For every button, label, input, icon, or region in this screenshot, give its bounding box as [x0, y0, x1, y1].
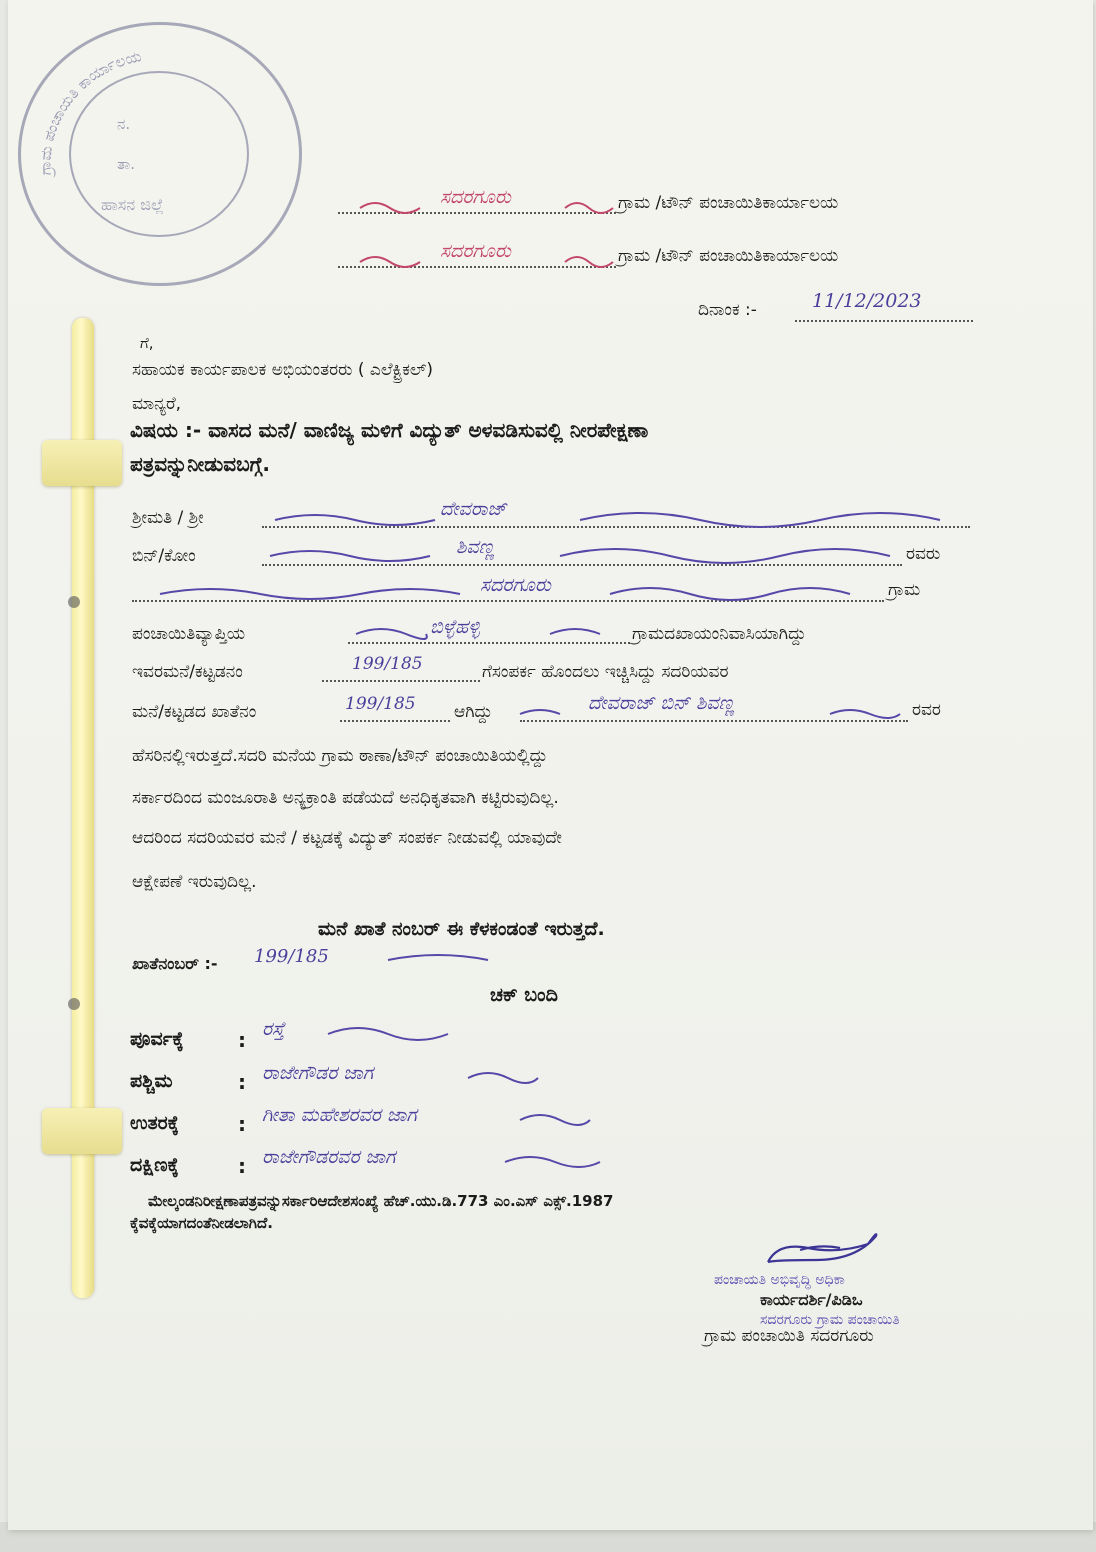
boundary-north-colon: :	[238, 1112, 246, 1136]
house-label: ಇವರಮನೆ/ಕಟ್ಟಡನಂ	[132, 662, 243, 682]
boundary-south-label: ದಕ್ಷಿಣಕ್ಕೆ	[130, 1154, 179, 1176]
khata-heading: ಮನೆ ಖಾತೆ ನಂಬರ್ ಈ ಕೆಳಕಂಡಂತೆ ಇರುತ್ತದೆ.	[318, 918, 605, 940]
subject-line-2: ಪತ್ರವನ್ನುನೀಡುವಬಗ್ಗೆ.	[130, 452, 270, 476]
name-label: ಶ್ರೀಮತಿ / ಶ್ರೀ	[132, 508, 204, 528]
body-line-7: ಹೆಸರಿನಲ್ಲಿಇರುತ್ತದೆ.ಸದರಿ ಮನೆಯ ಗ್ರಾಮ ಠಾಣಾ/ಟೌನ್ ಪಂಚಾಯಿತಿಯಲ್ಲಿದ್ದು	[132, 746, 548, 766]
name-handwritten: ದೇವರಾಜ್	[440, 498, 507, 520]
panchayat-suffix: ಗ್ರಾಮದಖಾಯಂನಿವಾಸಿಯಾಗಿದ್ದು	[632, 624, 807, 644]
seal-line-2: ತಾ.	[117, 155, 136, 173]
boundary-south-value: ರಾಜೇಗೌಡರವರ ಜಾಗ	[262, 1146, 396, 1168]
village-handwritten: ಸದರಗೂರು	[480, 574, 551, 596]
boundary-east-label: ಪೂರ್ವಕ್ಕೆ	[130, 1028, 184, 1050]
body-line-8: ಸರ್ಕಾರದಿಂದ ಮಂಜೂರಾತಿ ಅನ್ಯಕ್ರಾಂತಿ ಪಡೆಯದೆ ಅನಧಿಕೃತವಾಗಿ ಕಟ್ಟಿರುವುದಿಲ್ಲ.	[132, 788, 559, 808]
boundary-east-value: ರಸ್ತೆ	[262, 1018, 285, 1040]
office-1-handwritten: ಸದರಗೂರು	[440, 186, 511, 208]
father-handwritten: ಶಿವಣ್ಣ	[456, 536, 495, 558]
office-2-label: ಗ್ರಾಮ /ಟೌನ್ ಪಂಚಾಯಿತಿಕಾರ್ಯಾಲಯ	[618, 246, 839, 266]
father-suffix: ರವರು	[906, 544, 941, 564]
panchayat-handwritten: ಬಿಳ್ಳೆಹಳ್ಳಿ	[430, 616, 480, 638]
boundary-west-value: ರಾಜೇಗೌಡರ ಜಾಗ	[262, 1062, 374, 1084]
office-2-handwritten: ಸದರಗೂರು	[440, 240, 511, 262]
boundary-north-label: ಉತರಕ್ಕೆ	[130, 1112, 179, 1134]
date-label: ದಿನಾಂಕ :-	[698, 300, 757, 320]
office-1-label: ಗ್ರಾಮ /ಟೌನ್ ಪಂಚಾಯಿತಿಕಾರ್ಯಾಲಯ	[618, 193, 839, 213]
seal-line-1: ನ.	[117, 115, 131, 133]
footer-note-line-1: ಮೇಲ್ಕಂಡನಿರೀಕ್ಷಣಾಪತ್ರವನ್ನುಸರ್ಕಾರಿಆದೇಶಸಂಖ್ಯೆ ಹೆಚ್.ಯು.ಡಿ.773 ಎಂ.ಎಸ್ ಎಕ್ಸ್.1987	[148, 1192, 614, 1210]
addressee-salutation: ಮಾನ್ಯರೆ,	[132, 394, 182, 414]
village-suffix: ಗ್ರಾಮ	[888, 580, 921, 600]
khata-number-value: 199/185	[254, 946, 329, 967]
khata-number-label: ಖಾತೆನಂಬರ್ :-	[132, 954, 218, 973]
body-line-10: ಆಕ್ಷೇಪಣೆ ಇರುವುದಿಲ್ಲ.	[132, 872, 257, 892]
khata-mid: ಆಗಿದ್ದು	[454, 702, 493, 722]
house-number: 199/185	[352, 654, 423, 674]
date-value: 11/12/2023	[812, 290, 922, 312]
panchayat-label: ಪಂಚಾಯಿತಿವ್ಯಾಪ್ತಿಯ	[132, 624, 246, 644]
body-line-9: ಆದರಿಂದ ಸದರಿಯವರ ಮನೆ / ಕಟ್ಟಡಕ್ಕೆ ವಿದ್ಯುತ್ ಸಂಪರ್ಕ ನೀಡುವಲ್ಲಿ ಯಾವುದೇ	[132, 828, 562, 848]
khata-number: 199/185	[345, 694, 416, 714]
addressee-designation: ಸಹಾಯಕ ಕಾರ್ಯಪಾಲಕ ಅಭಿಯಂತರರು ( ಎಲೆಕ್ಟ್ರಿಕಲ್)	[132, 360, 434, 380]
footer-note-line-2: ಕ್ಕೆವಕ್ಕೆಯಾಗದಂತೆನೀಡಲಾಗಿದೆ.	[130, 1214, 273, 1232]
addressee-to: ಗೆ,	[140, 334, 154, 352]
signature-title: ಕಾರ್ಯದರ್ಶಿ/ಪಿಡಿಒ	[760, 1290, 863, 1309]
signature-office: ಗ್ರಾಮ ಪಂಚಾಯಿತಿ ಸದರಗೂರು	[704, 1326, 874, 1346]
signature-stamp-line-2: ಸದರಗೂರು ಗ್ರಾಮ ಪಂಚಾಯಿತಿ	[760, 1312, 900, 1328]
subject-line-1: ವಿಷಯ :- ವಾಸದ ಮನೆ/ ವಾಣಿಜ್ಯ ಮಳಿಗೆ ವಿದ್ಯುತ್ ಅಳವಡಿಸುವಲ್ಲಿ ನೀರಪೇಕ್ಷಣಾ	[130, 418, 649, 442]
boundary-west-colon: :	[238, 1070, 246, 1094]
boundary-north-value: ಗೀತಾ ಮಹೇಶರವರ ಜಾಗ	[262, 1104, 417, 1126]
seal-ring-text: ಗ್ರಾಮ ಪಂಚಾಯತಿ ಕಾರ್ಯಾಲಯ	[36, 47, 144, 176]
boundary-east-colon: :	[238, 1028, 246, 1052]
seal-line-3: ಹಾಸನ ಜಿಲ್ಲೆ	[101, 195, 164, 214]
boundary-west-label: ಪಶ್ಚಿಮ	[130, 1070, 173, 1092]
khata-owner-handwritten: ದೇವರಾಜ್ ಬಿನ್ ಶಿವಣ್ಣ	[588, 692, 735, 714]
khata-label: ಮನೆ/ಕಟ್ಟಡದ ಖಾತೆನಂ	[132, 702, 257, 722]
boundary-south-colon: :	[238, 1154, 246, 1178]
house-suffix: ಗೆಸಂಪರ್ಕ ಹೊಂದಲು ಇಚ್ಚಿಸಿದ್ದು ಸದರಿಯವರ	[482, 662, 729, 682]
boundaries-heading: ಚಕ್ ಬಂದಿ	[490, 984, 558, 1006]
father-label: ಬಿನ್/ಕೋಂ	[132, 546, 196, 566]
signature-stamp-line-1: ಪಂಚಾಯತಿ ಅಭಿವೃದ್ಧಿ ಅಧಿಕಾ	[714, 1272, 845, 1288]
khata-suffix: ರವರ	[912, 700, 941, 720]
